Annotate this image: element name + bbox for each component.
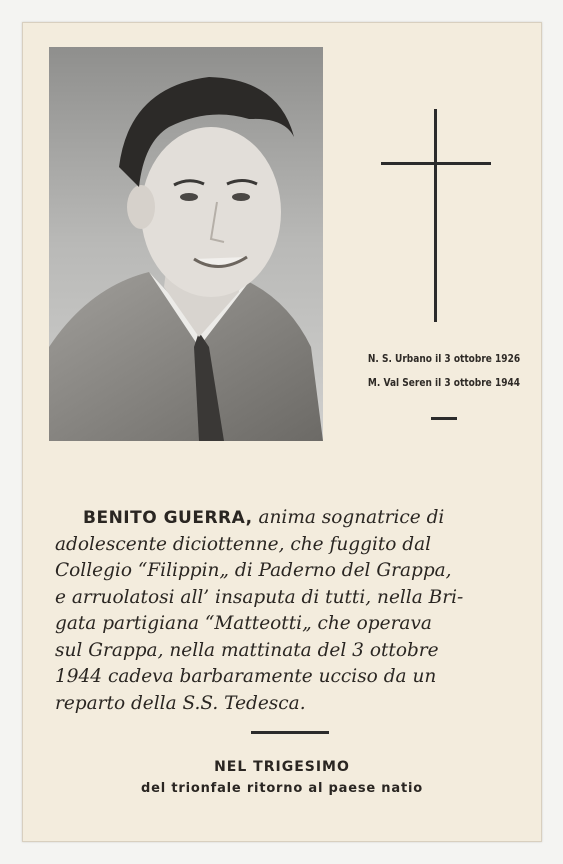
text-line: sul Grappa, nella mattinata del 3 ottobre: [55, 639, 439, 661]
birth-date: N. S. Urbano il 3 ottobre 1926: [367, 352, 521, 365]
text-line: gata partigiana “Matteotti„ che operava: [55, 613, 432, 634]
text-line: Collegio “Filippin„ di Paderno del Grappa,: [55, 560, 452, 581]
dates-block: [366, 351, 522, 399]
text-line: adolescente diciottenne, che fuggito dal: [55, 533, 432, 555]
footer-title: NEL TRIGESIMO: [214, 759, 350, 775]
footer-subtitle: del trionfale ritorno al paese natio: [141, 781, 423, 796]
text-line: 1944 cadeva barbaramente ucciso da un: [55, 666, 437, 687]
death-date: M. Val Seren il 3 ottobre 1944: [367, 376, 521, 389]
text-line: reparto della S.S. Tedesca.: [55, 692, 306, 714]
cross-horizontal-bar: [381, 162, 491, 165]
portrait-image: [49, 47, 323, 441]
text-line: BENITO GUERRA, anima sognatrice di: [83, 507, 445, 528]
divider-long: [251, 731, 329, 734]
memorial-card: [22, 22, 542, 842]
deceased-name: BENITO GUERRA,: [83, 508, 253, 528]
text-line: e arruolatosi all’ insaputa di tutti, nella Bri-: [55, 586, 464, 608]
memorial-text: [55, 505, 523, 717]
divider-short: [431, 417, 457, 420]
cross-icon: [381, 109, 491, 324]
portrait-photo: [49, 47, 323, 441]
cross-vertical-bar: [434, 109, 437, 322]
